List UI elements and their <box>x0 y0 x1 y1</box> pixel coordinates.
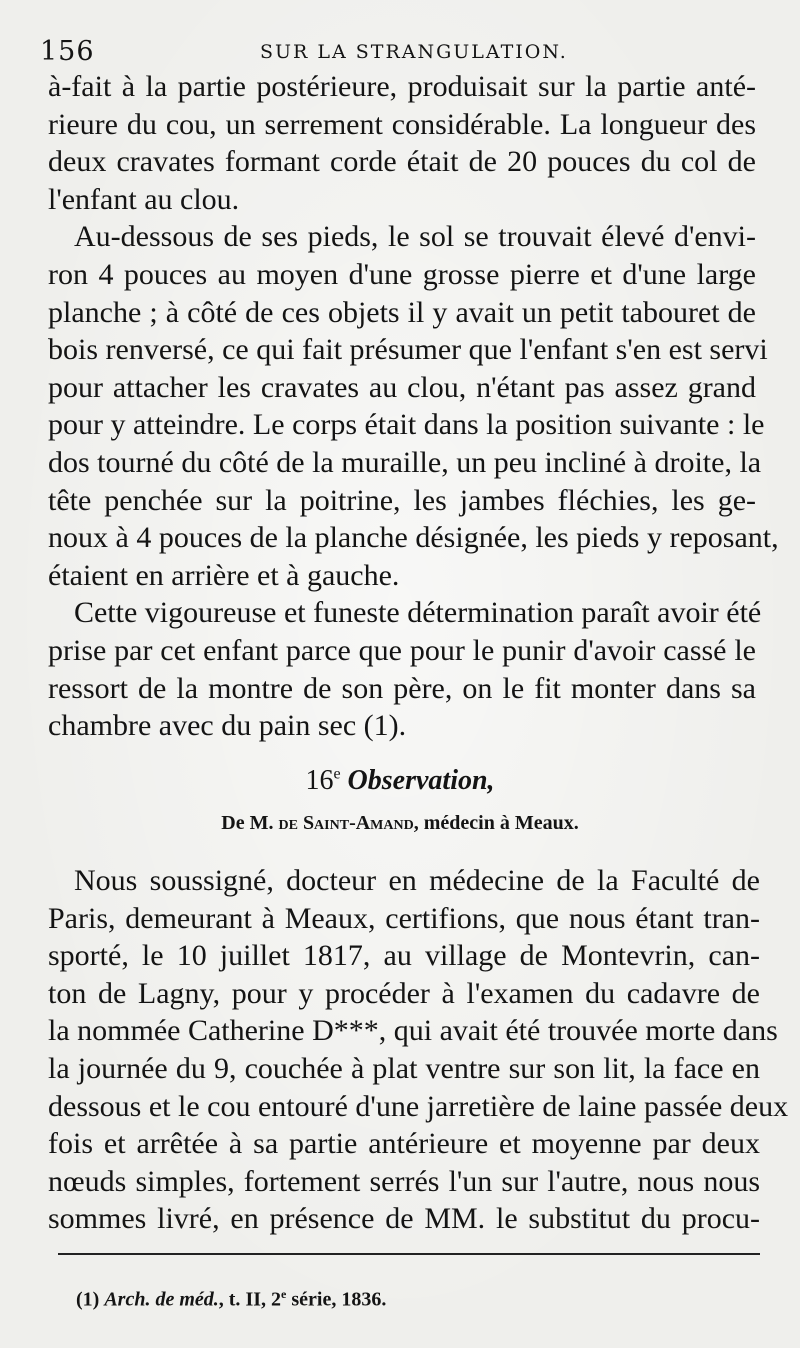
footnote: (1) Arch. de méd., t. II, 2e série, 1836. <box>76 1287 387 1311</box>
text-line: fois et arrêtée à sa partie antérieure et moyenne par deux <box>48 1127 760 1161</box>
text-line: dos tourné du côté de la muraille, un peu incliné à droite, la <box>48 445 762 479</box>
paragraph-certification <box>48 862 789 1238</box>
text-line: étaient en arrière et à gauche. <box>48 558 400 592</box>
running-head: SUR LA STRANGULATION. <box>260 41 568 63</box>
page-header <box>40 34 760 68</box>
text-line: dessous et le cou entouré d'une jarretière de laine passée deux <box>48 1089 789 1123</box>
paragraph-position <box>48 218 779 594</box>
text-line: tête penchée sur la poitrine, les jambes fléchies, les ge- <box>48 483 756 517</box>
observation-author: De M. de Saint-Amand, médecin à Meaux. <box>221 812 579 834</box>
paragraph-continuation <box>48 68 756 218</box>
text-line: sporté, le 10 juillet 1817, au village de Montevrin, can- <box>48 939 760 973</box>
text-line: la nommée Catherine D***, qui avait été trouvée morte dans <box>48 1014 778 1048</box>
text-line: deux cravates formant corde était de 20 pouces du col de <box>48 145 756 179</box>
text-line: chambre avec du pain sec (1). <box>48 709 407 743</box>
text-line: l'enfant au clou. <box>48 182 240 216</box>
text-line: prise par cet enfant parce que pour le punir d'avoir cassé le <box>48 633 756 667</box>
text-line: Cette vigoureuse et funeste détermination paraît avoir été <box>74 596 762 630</box>
text-line: pour y atteindre. Le corps était dans la position suivante : le <box>48 408 765 442</box>
text-line: bois renversé, ce qui fait présumer que l'enfant s'en est servi <box>48 333 768 367</box>
body-text-top <box>48 68 779 745</box>
footnote-rule <box>58 1253 760 1255</box>
observation-heading <box>0 765 800 797</box>
text-line: rieure du cou, un serrement considérable. La longueur des <box>48 107 756 141</box>
text-line: sommes livré, en présence de MM. le substitut du procu- <box>48 1202 760 1236</box>
paragraph-motive <box>48 594 762 744</box>
body-text-observation <box>48 862 789 1238</box>
text-line: Au-dessous de ses pieds, le sol se trouvait élevé d'envi- <box>74 220 756 254</box>
text-line: noux à 4 pouces de la planche désignée, les pieds y reposant, <box>48 521 779 555</box>
text-line: nœuds simples, fortement serrés l'un sur l'autre, nous nous <box>48 1164 760 1198</box>
text-line: Nous soussigné, docteur en médecine de la Faculté de <box>74 864 760 897</box>
text-line: ressort de la montre de son père, on le fit monter dans sa <box>48 671 756 705</box>
text-line: planche ; à côté de ces objets il y avait un petit tabouret de <box>48 295 756 329</box>
footnote-marker: (1) <box>76 1288 100 1311</box>
page-number: 156 <box>40 36 95 67</box>
author-name: Saint-Amand <box>302 812 414 834</box>
observation-number: 16e <box>305 765 341 796</box>
text-line: ton de Lagny, pour y procéder à l'examen du cadavre de <box>48 976 760 1010</box>
text-line: à-fait à la partie postérieure, produisait sur la partie anté- <box>48 70 756 103</box>
text-line: ron 4 pouces au moyen d'une grosse pierre et d'une large <box>48 257 756 291</box>
footnote-source: Arch. de méd. <box>104 1288 219 1311</box>
text-line: Paris, demeurant à Meaux, certifions, que nous étant tran- <box>48 901 760 935</box>
text-line: la journée du 9, couchée à plat ventre sur son lit, la face en <box>48 1051 760 1085</box>
text-line: pour attacher les cravates au clou, n'étant pas assez grand <box>48 370 756 404</box>
observation-title: Observation, <box>347 765 495 796</box>
